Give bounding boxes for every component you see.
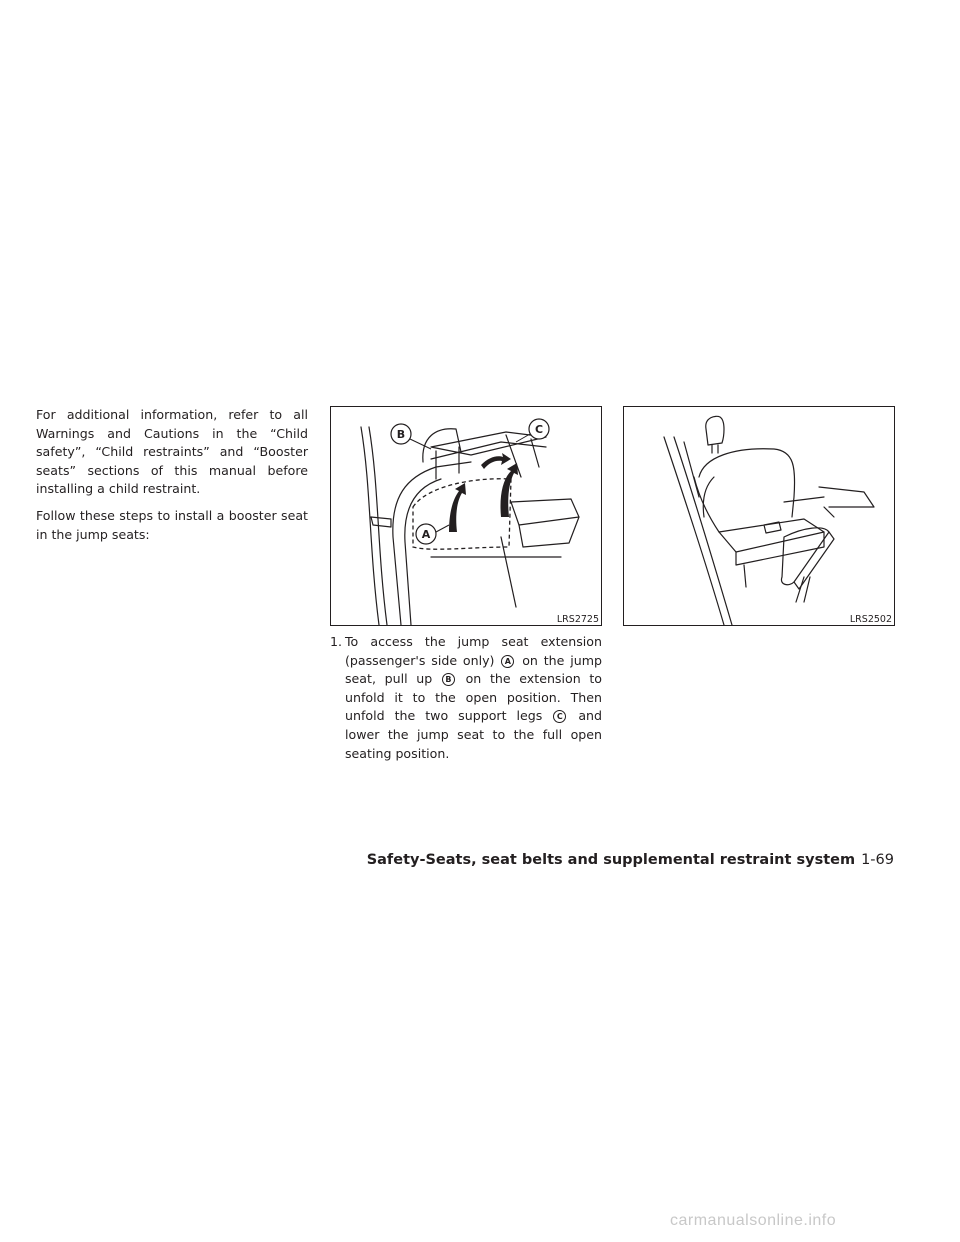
figure-jump-seat-extension	[330, 406, 602, 626]
callout-b: B	[396, 428, 406, 441]
page-footer	[300, 850, 894, 870]
step-text-part-4: and lower the jump seat to the full open seating position.	[345, 708, 603, 761]
figure-jump-seat-open	[623, 406, 895, 626]
intro-paragraph-2: Follow these steps to install a booster seat in the jump seats:	[36, 507, 308, 542]
intro-text	[36, 406, 308, 552]
callout-a: A	[421, 528, 431, 541]
page-number: 1-69	[861, 852, 894, 868]
step-number: 1.	[330, 634, 343, 649]
jump-seat-open-illustration	[624, 407, 894, 625]
marker-a-icon: A	[501, 655, 514, 668]
figure-code: LRS2725	[556, 614, 599, 625]
step-text-part-1: To access the jump seat extension (passenger's side only)	[345, 634, 602, 668]
step-text-part-2: on the jump seat, pull up	[345, 652, 602, 687]
intro-paragraph-1: For additional information, refer to all Warnings and Cautions in the “Child safety”, “Child restraints” and “Booster seats” sections of this manual before installing a child restraint.	[36, 407, 308, 497]
watermark: carmanualsonline.info	[670, 1212, 837, 1229]
step-text-part-3: on the extension to unfold it to the open position. Then unfold the two support legs	[345, 671, 602, 724]
marker-b-icon: B	[442, 673, 455, 686]
callout-c: C	[534, 423, 544, 436]
step-1	[330, 633, 602, 763]
marker-c-icon: C	[553, 710, 566, 723]
footer-section-title: Safety-Seats, seat belts and supplemental restraint system	[366, 852, 856, 868]
jump-seat-extension-illustration	[331, 407, 601, 625]
step-text	[345, 633, 602, 763]
figure-code: LRS2502	[849, 614, 892, 625]
